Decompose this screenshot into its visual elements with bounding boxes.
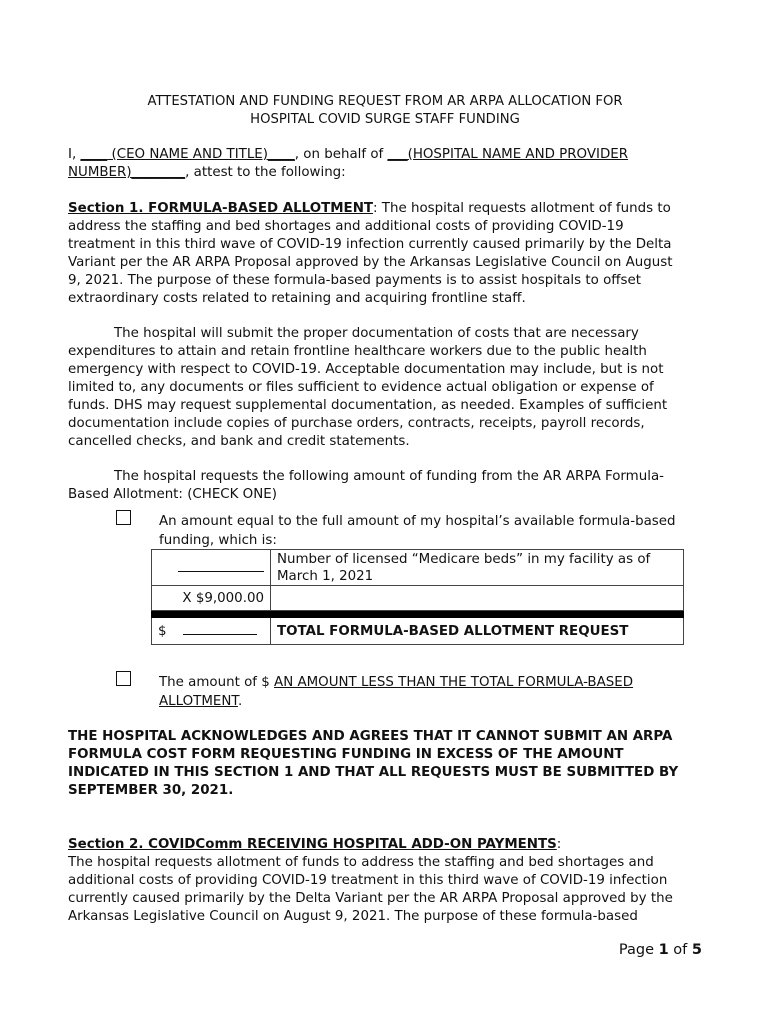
partial-amount-checkbox[interactable] (116, 671, 131, 686)
funding-request-paragraph: The hospital requests the following amount of funding from the AR ARPA Formula- Based Allotment: (CHECK ONE) (68, 469, 664, 502)
page-number: Page 1 of 5 (618, 942, 702, 958)
section-1-line: 9, 2021. The purpose of these formula-based payments is to assist hospitals to offset (68, 273, 641, 288)
document-title (68, 93, 702, 129)
full-amount-checkbox[interactable] (116, 510, 131, 525)
total-pages: 5 (691, 942, 702, 958)
beds-count-cell[interactable] (152, 550, 271, 586)
ceo-name-field[interactable]: ____ (CEO NAME AND TITLE)____ (80, 147, 295, 162)
table-separator (152, 611, 684, 618)
section-1-line: extraordinary costs related to retaining and acquiring frontline staff. (68, 291, 526, 306)
section-1-line: treatment in this third wave of COVID-19 infection currently caused primarily by the Delta (68, 237, 672, 252)
multiplier-cell: X $9,000.00 (152, 586, 271, 611)
section-1-line: address the staffing and bed shortages and additional costs of providing COVID-19 (68, 219, 624, 234)
section-2: Section 2. COVIDComm RECEIVING HOSPITAL ADD-ON PAYMENTS: The hospital requests allotment of funds to address the staffing and bed shortages and additional costs of providing COVID-19 treatment in this third wave of COVID-19 infection currently caused primarily by the Delta Variant per the AR ARPA Proposal approved by the Arkansas Legislative Council on August 9, 2021. The purpose of these formula-based (68, 837, 673, 924)
acknowledgement-statement: THE HOSPITAL ACKNOWLEDGES AND AGREES THAT IT CANNOT SUBMIT AN ARPA FORMULA COST FORM REQUESTING FUNDING IN EXCESS OF THE AMOUNT INDICATED IN THIS SECTION 1 AND THAT ALL REQUESTS MUST BE SUBMITTED BY SEPTEMBER 30, 2021. (68, 729, 679, 798)
provider-number-field[interactable]: NUMBER)________ (68, 165, 186, 180)
beds-row (152, 550, 684, 586)
hospital-name-field[interactable]: ___(HOSPITAL NAME AND PROVIDER (387, 147, 629, 162)
section-1-intro: Section 1. FORMULA-BASED ALLOTMENT: The hospital requests allotment of funds to address the staffing and bed shortages and additional costs of providing COVID-19 treatment in this third wave of COVID-19 infection currently caused primarily by the Delta Variant per the AR ARPA Proposal approved by the Arkansas Legislative Council on August 9, 2021. The purpose of these formula-based payments is to assist hospitals to offset extraordinary costs related to retaining and acquiring frontline staff. (68, 200, 708, 308)
attestation-statement: I, ____ (CEO NAME AND TITLE)____, on behalf of ___(HOSPITAL NAME AND PROVIDER NUMBER)________, attest to the following: (68, 147, 629, 180)
section-1-heading: Section 1. FORMULA-BASED ALLOTMENT (68, 201, 374, 216)
current-page: 1 (658, 942, 669, 958)
allotment-calculation-table (151, 549, 684, 645)
documentation-paragraph: The hospital will submit the proper documentation of costs that are necessary expenditures to attain and retain frontline healthcare workers due to the public health emergency with respect to COVID-19. Acceptable documentation may include, but is not limited to, any documents or files sufficient to evidence actual obligation or expense of funds. DHS may request supplemental documentation, as needed. Examples of sufficient documentation include copies of purchase orders, contracts, receipts, payroll records, cancelled checks, and bank and credit statements. (68, 326, 668, 449)
title-line-1: ATTESTATION AND FUNDING REQUEST FROM AR ARPA ALLOCATION FOR (147, 94, 623, 109)
multiplier-row (152, 586, 684, 611)
section-2-heading: Section 2. COVIDComm RECEIVING HOSPITAL ADD-ON PAYMENTS (68, 837, 557, 852)
total-label-cell: TOTAL FORMULA-BASED ALLOTMENT REQUEST (271, 618, 684, 645)
multiplier-empty-cell (271, 586, 684, 611)
partial-amount-option: The amount of $ AN AMOUNT LESS THAN THE TOTAL FORMULA-BASED ALLOTMENT. (159, 675, 634, 709)
total-amount-blank[interactable] (183, 622, 257, 635)
full-amount-option: An amount equal to the full amount of my hospital’s available formula-based funding, which is: (159, 514, 676, 548)
total-row (152, 618, 684, 645)
beds-label-cell: Number of licensed “Medicare beds” in my facility as of March 1, 2021 (271, 550, 684, 586)
title-line-2: HOSPITAL COVID SURGE STAFF FUNDING (250, 112, 520, 127)
total-amount-cell[interactable]: $ (152, 618, 271, 645)
section-1-line: Variant per the AR ARPA Proposal approved by the Arkansas Legislative Council on August (68, 255, 673, 270)
beds-count-blank[interactable] (178, 559, 264, 572)
